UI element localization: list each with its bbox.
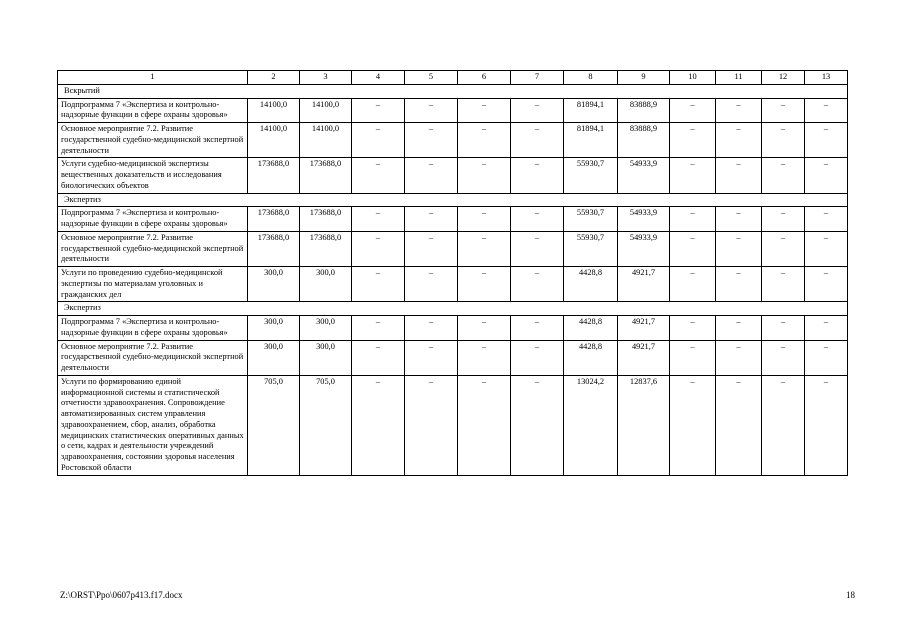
section-label: Экспертиз [58, 193, 848, 207]
cell-col-3: 173688,0 [300, 158, 352, 193]
cell-col-2: 14100,0 [248, 98, 300, 123]
cell-col-3: 14100,0 [300, 123, 352, 158]
cell-col-9: 4921,7 [618, 316, 670, 341]
cell-col-9: 12837,6 [618, 375, 670, 475]
row-name: Основное мероприятие 7.2. Развитие государственной судебно-медицинской экспертной деятельности [58, 231, 248, 266]
column-number-5: 5 [405, 71, 458, 85]
cell-col-13: – [805, 375, 848, 475]
cell-col-2: 173688,0 [248, 231, 300, 266]
cell-col-5: – [405, 267, 458, 302]
cell-col-4: – [352, 267, 405, 302]
cell-col-7: – [511, 340, 564, 375]
cell-col-10: – [670, 207, 716, 232]
column-number-6: 6 [458, 71, 511, 85]
cell-col-12: – [762, 316, 805, 341]
cell-col-10: – [670, 231, 716, 266]
cell-col-4: – [352, 316, 405, 341]
cell-col-10: – [670, 123, 716, 158]
cell-col-3: 300,0 [300, 267, 352, 302]
row-name: Основное мероприятие 7.2. Развитие государственной судебно-медицинской экспертной деятельности [58, 340, 248, 375]
cell-col-7: – [511, 231, 564, 266]
cell-col-7: – [511, 158, 564, 193]
table-body [58, 84, 848, 475]
cell-col-11: – [716, 98, 762, 123]
cell-col-2: 300,0 [248, 267, 300, 302]
cell-col-5: – [405, 375, 458, 475]
cell-col-6: – [458, 375, 511, 475]
cell-col-11: – [716, 123, 762, 158]
cell-col-7: – [511, 98, 564, 123]
cell-col-12: – [762, 207, 805, 232]
column-number-2: 2 [248, 71, 300, 85]
section-row [58, 84, 848, 98]
column-number-3: 3 [300, 71, 352, 85]
section-row [58, 193, 848, 207]
cell-col-10: – [670, 375, 716, 475]
cell-col-12: – [762, 340, 805, 375]
cell-col-11: – [716, 158, 762, 193]
table-row [58, 375, 848, 475]
cell-col-10: – [670, 340, 716, 375]
cell-col-13: – [805, 123, 848, 158]
cell-col-8: 4428,8 [564, 340, 618, 375]
cell-col-4: – [352, 340, 405, 375]
cell-col-5: – [405, 340, 458, 375]
cell-col-12: – [762, 231, 805, 266]
cell-col-9: 4921,7 [618, 340, 670, 375]
cell-col-7: – [511, 375, 564, 475]
table-row [58, 158, 848, 193]
row-name: Услуги судебно-медицинской экспертизы вещественных доказательств и исследования биологических объектов [58, 158, 248, 193]
cell-col-4: – [352, 207, 405, 232]
cell-col-9: 54933,9 [618, 207, 670, 232]
cell-col-7: – [511, 316, 564, 341]
cell-col-8: 4428,8 [564, 316, 618, 341]
cell-col-10: – [670, 267, 716, 302]
cell-col-2: 300,0 [248, 316, 300, 341]
cell-col-12: – [762, 123, 805, 158]
table-row [58, 207, 848, 232]
column-number-8: 8 [564, 71, 618, 85]
cell-col-9: 83888,9 [618, 98, 670, 123]
row-name: Подпрограмма 7 «Экспертиза и контрольно-надзорные функции в сфере охраны здоровья» [58, 316, 248, 341]
section-row [58, 302, 848, 316]
cell-col-5: – [405, 158, 458, 193]
cell-col-5: – [405, 123, 458, 158]
cell-col-9: 4921,7 [618, 267, 670, 302]
cell-col-10: – [670, 316, 716, 341]
cell-col-2: 173688,0 [248, 158, 300, 193]
cell-col-11: – [716, 207, 762, 232]
column-number-13: 13 [805, 71, 848, 85]
table-row [58, 231, 848, 266]
cell-col-4: – [352, 98, 405, 123]
cell-col-6: – [458, 207, 511, 232]
cell-col-11: – [716, 316, 762, 341]
row-name: Услуги по проведению судебно-медицинской экспертизы по материалам уголовных и гражданских дел [58, 267, 248, 302]
cell-col-4: – [352, 231, 405, 266]
column-number-row [58, 71, 848, 85]
cell-col-2: 14100,0 [248, 123, 300, 158]
table-row [58, 340, 848, 375]
budget-table [57, 70, 848, 476]
cell-col-5: – [405, 231, 458, 266]
cell-col-13: – [805, 158, 848, 193]
page-number: 18 [846, 590, 855, 600]
column-number-10: 10 [670, 71, 716, 85]
cell-col-2: 300,0 [248, 340, 300, 375]
row-name: Услуги по формированию единой информационной системы и статистической отчетности здравоохранения. Сопровождение автоматизированных систем управления здравоохранением, сбор, анализ, обработка медицинских статистических оперативных данных о сети, кадрах и деятельности учреждений здравоохранения, состоянии здоровья населения Ростовской области [58, 375, 248, 475]
cell-col-12: – [762, 375, 805, 475]
cell-col-6: – [458, 231, 511, 266]
cell-col-12: – [762, 267, 805, 302]
cell-col-6: – [458, 267, 511, 302]
cell-col-6: – [458, 98, 511, 123]
cell-col-6: – [458, 123, 511, 158]
cell-col-2: 705,0 [248, 375, 300, 475]
cell-col-5: – [405, 207, 458, 232]
cell-col-9: 83888,9 [618, 123, 670, 158]
cell-col-6: – [458, 316, 511, 341]
cell-col-11: – [716, 231, 762, 266]
table-row [58, 98, 848, 123]
section-label: Вскрытий [58, 84, 848, 98]
row-name: Подпрограмма 7 «Экспертиза и контрольно-надзорные функции в сфере охраны здоровья» [58, 207, 248, 232]
column-number-7: 7 [511, 71, 564, 85]
cell-col-8: 81894,1 [564, 98, 618, 123]
cell-col-13: – [805, 340, 848, 375]
cell-col-8: 55930,7 [564, 231, 618, 266]
cell-col-8: 4428,8 [564, 267, 618, 302]
table-row [58, 316, 848, 341]
cell-col-7: – [511, 123, 564, 158]
cell-col-12: – [762, 98, 805, 123]
column-number-9: 9 [618, 71, 670, 85]
cell-col-8: 13024,2 [564, 375, 618, 475]
cell-col-13: – [805, 207, 848, 232]
cell-col-9: 54933,9 [618, 158, 670, 193]
cell-col-3: 705,0 [300, 375, 352, 475]
column-number-4: 4 [352, 71, 405, 85]
cell-col-13: – [805, 267, 848, 302]
cell-col-4: – [352, 158, 405, 193]
cell-col-8: 81894,1 [564, 123, 618, 158]
cell-col-7: – [511, 267, 564, 302]
cell-col-10: – [670, 158, 716, 193]
cell-col-7: – [511, 207, 564, 232]
cell-col-5: – [405, 98, 458, 123]
row-name: Основное мероприятие 7.2. Развитие государственной судебно-медицинской экспертной деятельности [58, 123, 248, 158]
cell-col-11: – [716, 340, 762, 375]
cell-col-2: 173688,0 [248, 207, 300, 232]
cell-col-13: – [805, 231, 848, 266]
cell-col-5: – [405, 316, 458, 341]
row-name: Подпрограмма 7 «Экспертиза и контрольно-надзорные функции в сфере охраны здоровья» [58, 98, 248, 123]
column-number-11: 11 [716, 71, 762, 85]
column-number-12: 12 [762, 71, 805, 85]
section-label: Экспертиз [58, 302, 848, 316]
column-number-1: 1 [58, 71, 248, 85]
cell-col-4: – [352, 123, 405, 158]
cell-col-3: 300,0 [300, 340, 352, 375]
cell-col-6: – [458, 340, 511, 375]
cell-col-3: 173688,0 [300, 207, 352, 232]
cell-col-11: – [716, 267, 762, 302]
cell-col-3: 300,0 [300, 316, 352, 341]
file-path: Z:\ORST\Ppo\0607p413.f17.docx [60, 590, 183, 600]
cell-col-10: – [670, 98, 716, 123]
cell-col-3: 173688,0 [300, 231, 352, 266]
table-row [58, 267, 848, 302]
cell-col-13: – [805, 98, 848, 123]
cell-col-4: – [352, 375, 405, 475]
cell-col-9: 54933,9 [618, 231, 670, 266]
table-row [58, 123, 848, 158]
cell-col-11: – [716, 375, 762, 475]
cell-col-12: – [762, 158, 805, 193]
cell-col-3: 14100,0 [300, 98, 352, 123]
cell-col-8: 55930,7 [564, 207, 618, 232]
cell-col-8: 55930,7 [564, 158, 618, 193]
cell-col-6: – [458, 158, 511, 193]
cell-col-13: – [805, 316, 848, 341]
